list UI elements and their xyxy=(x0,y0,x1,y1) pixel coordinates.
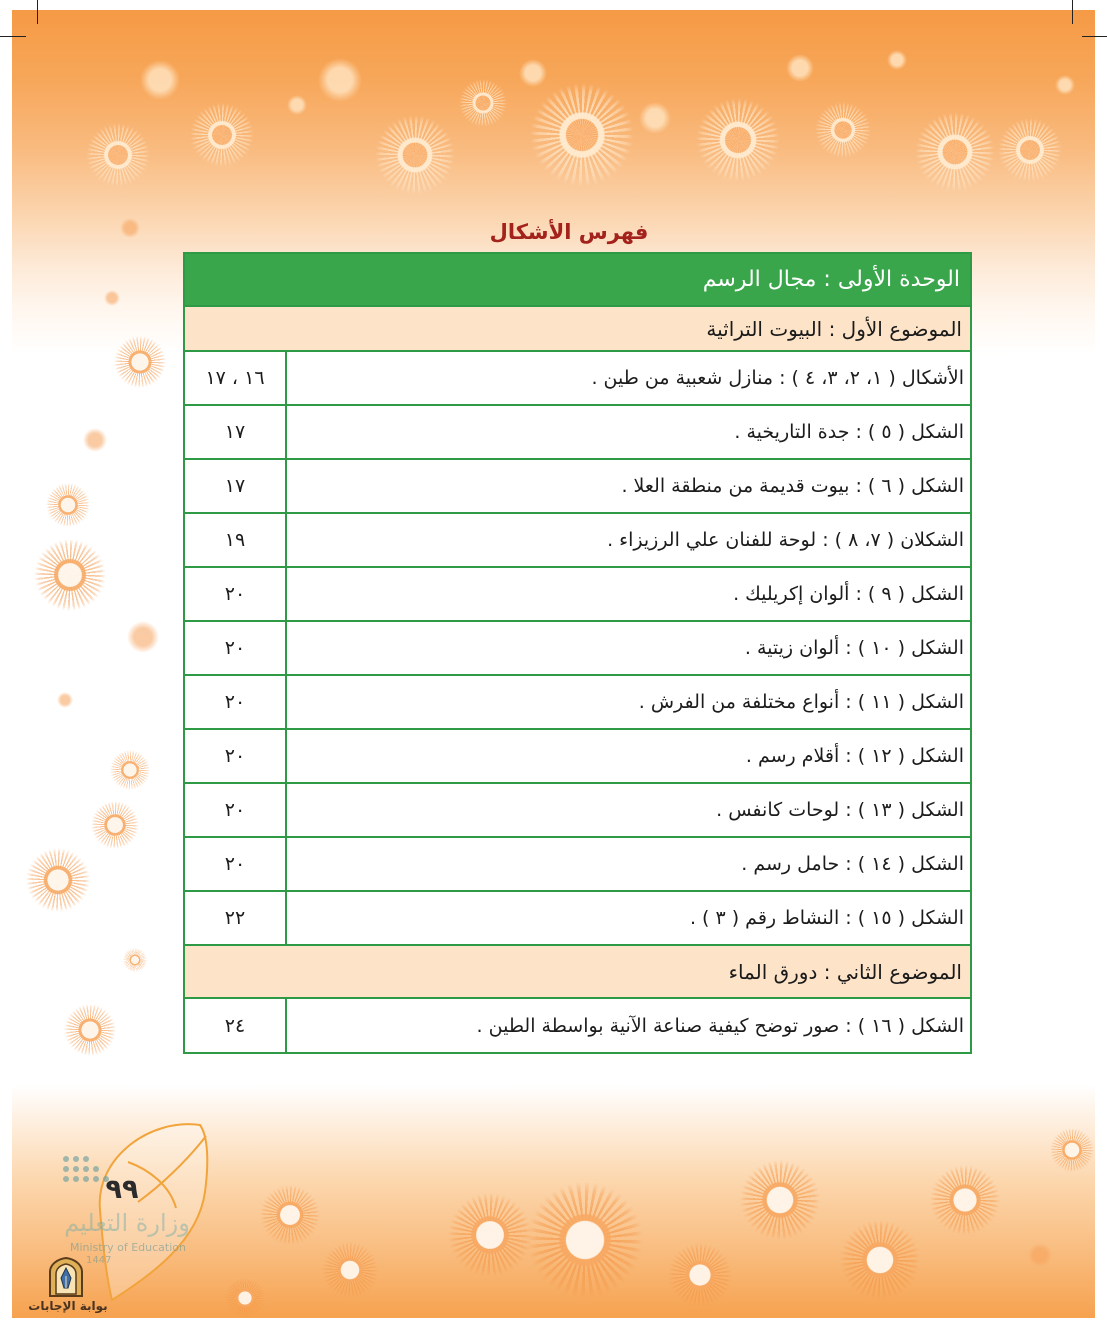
crop-mark xyxy=(1082,36,1107,37)
decorative-flower xyxy=(840,1220,920,1300)
decorative-flower xyxy=(696,98,780,182)
decorative-flower xyxy=(1028,1243,1052,1267)
table-row xyxy=(185,999,970,1054)
table-row xyxy=(185,352,970,406)
decorative-flower xyxy=(639,102,671,134)
table-row xyxy=(185,730,970,784)
figure-caption: الشكل ( ١٦ ) : صور توضح كيفية صناعة الآنية بواسطة الطين . xyxy=(476,1014,964,1037)
table-row xyxy=(185,622,970,676)
decorative-flower xyxy=(26,848,90,912)
figure-caption: الشكل ( ٥ ) : جدة التاريخية . xyxy=(734,421,964,443)
ministry-logo-english: Ministry of Education xyxy=(69,1241,186,1254)
figure-caption: الشكل ( ٩ ) : ألوان إكريليك . xyxy=(733,583,964,605)
crop-mark xyxy=(0,36,26,37)
watermark-label: بوابة الإجابات xyxy=(28,1299,108,1313)
decorative-flower xyxy=(318,58,362,102)
decorative-flower xyxy=(815,102,871,158)
figure-caption: الشكلان ( ٧، ٨ ) : لوحة للفنان علي الرزيزاء . xyxy=(607,529,964,551)
decorative-flower xyxy=(527,1182,643,1298)
unit-title: الوحدة الأولى : مجال الرسم xyxy=(702,267,960,292)
table-row xyxy=(185,784,970,838)
decorative-flower xyxy=(1055,75,1075,95)
decorative-flower xyxy=(140,60,180,100)
table-row xyxy=(185,406,970,460)
decorative-flower xyxy=(448,1193,532,1277)
figure-caption: الشكل ( ١٠ ) : ألوان زيتية . xyxy=(744,637,964,659)
decorative-flower xyxy=(930,1165,1000,1235)
figure-caption: الأشكال ( ١، ٢، ٣، ٤ ) : منازل شعبية من طين . xyxy=(591,367,964,389)
decorative-flower xyxy=(740,1160,820,1240)
decorative-flower xyxy=(46,483,90,527)
decorative-flower xyxy=(190,103,254,167)
crop-mark xyxy=(37,0,38,24)
page-title: فهرس الأشكال xyxy=(489,220,649,244)
decorative-flower xyxy=(104,290,120,306)
section-title: الموضوع الثاني : دورق الماء xyxy=(728,959,962,984)
decorative-flower xyxy=(120,218,140,238)
figure-page-number: ٢٠ xyxy=(185,622,287,674)
decorative-flower xyxy=(530,83,634,187)
decorative-flower xyxy=(786,54,814,82)
decorative-flower xyxy=(123,948,147,972)
decorative-flower xyxy=(260,1185,320,1245)
table-row xyxy=(185,676,970,730)
decorative-flower xyxy=(519,59,547,87)
page-number: ٩٩ xyxy=(105,1174,139,1205)
decorative-flower xyxy=(1050,1128,1094,1172)
decorative-flower xyxy=(322,1242,378,1298)
decorative-flower xyxy=(998,118,1062,182)
table-row xyxy=(185,838,970,892)
figure-caption: الشكل ( ١٣ ) : لوحات كانفس . xyxy=(716,799,964,821)
ministry-logo-arabic: وزارة التعليم xyxy=(64,1209,190,1237)
table-row xyxy=(185,514,970,568)
decorative-flower xyxy=(459,79,507,127)
figure-page-number: ١٧ xyxy=(185,406,287,458)
figure-caption: الشكل ( ١٥ ) : النشاط رقم ( ٣ ) . xyxy=(689,907,964,929)
decorative-flower xyxy=(915,112,995,192)
decorative-flower xyxy=(668,1243,732,1307)
figure-caption: الشكل ( ١٤ ) : حامل رسم . xyxy=(741,853,964,875)
figure-page-number: ٢٠ xyxy=(185,568,287,620)
decorative-flower xyxy=(375,115,455,195)
decorative-flower xyxy=(34,539,106,611)
figure-caption: الشكل ( ٦ ) : بيوت قديمة من منطقة العلا . xyxy=(621,475,964,497)
table-row xyxy=(185,892,970,946)
decorative-flower xyxy=(287,95,307,115)
figure-page-number: ١٦ ، ١٧ xyxy=(185,352,287,404)
figure-caption: الشكل ( ١١ ) : أنواع مختلفة من الفرش . xyxy=(638,691,964,713)
table-row xyxy=(185,460,970,514)
figure-page-number: ٢٠ xyxy=(185,730,287,782)
figure-page-number: ٢٠ xyxy=(185,838,287,890)
figure-page-number: ١٧ xyxy=(185,460,287,512)
unit-header-row xyxy=(185,254,970,307)
decorative-flower xyxy=(887,50,907,70)
figure-page-number: ٢٠ xyxy=(185,676,287,728)
decorative-flower xyxy=(114,336,166,388)
ministry-logo-year: 1447 xyxy=(86,1255,112,1266)
figure-page-number: ١٩ xyxy=(185,514,287,566)
figure-page-number: ٢٢ xyxy=(185,892,287,944)
section-header-row xyxy=(185,307,970,352)
mosque-pen-icon xyxy=(46,1256,86,1298)
decorative-flower xyxy=(64,1004,116,1056)
decorative-flower xyxy=(91,801,139,849)
crop-mark xyxy=(1072,0,1073,24)
decorative-flower xyxy=(57,692,73,708)
decorative-flower xyxy=(83,428,107,452)
decorative-flower xyxy=(86,123,150,187)
section-header-row xyxy=(185,946,970,999)
section-title: الموضوع الأول : البيوت التراثية xyxy=(706,316,962,341)
table-row xyxy=(185,568,970,622)
decorative-flower xyxy=(127,621,159,653)
figure-caption: الشكل ( ١٢ ) : أقلام رسم . xyxy=(745,745,964,767)
figures-index-table xyxy=(183,252,972,1054)
decorative-flower xyxy=(110,750,150,790)
figure-page-number: ٢٠ xyxy=(185,784,287,836)
figure-page-number: ٢٤ xyxy=(185,999,287,1052)
